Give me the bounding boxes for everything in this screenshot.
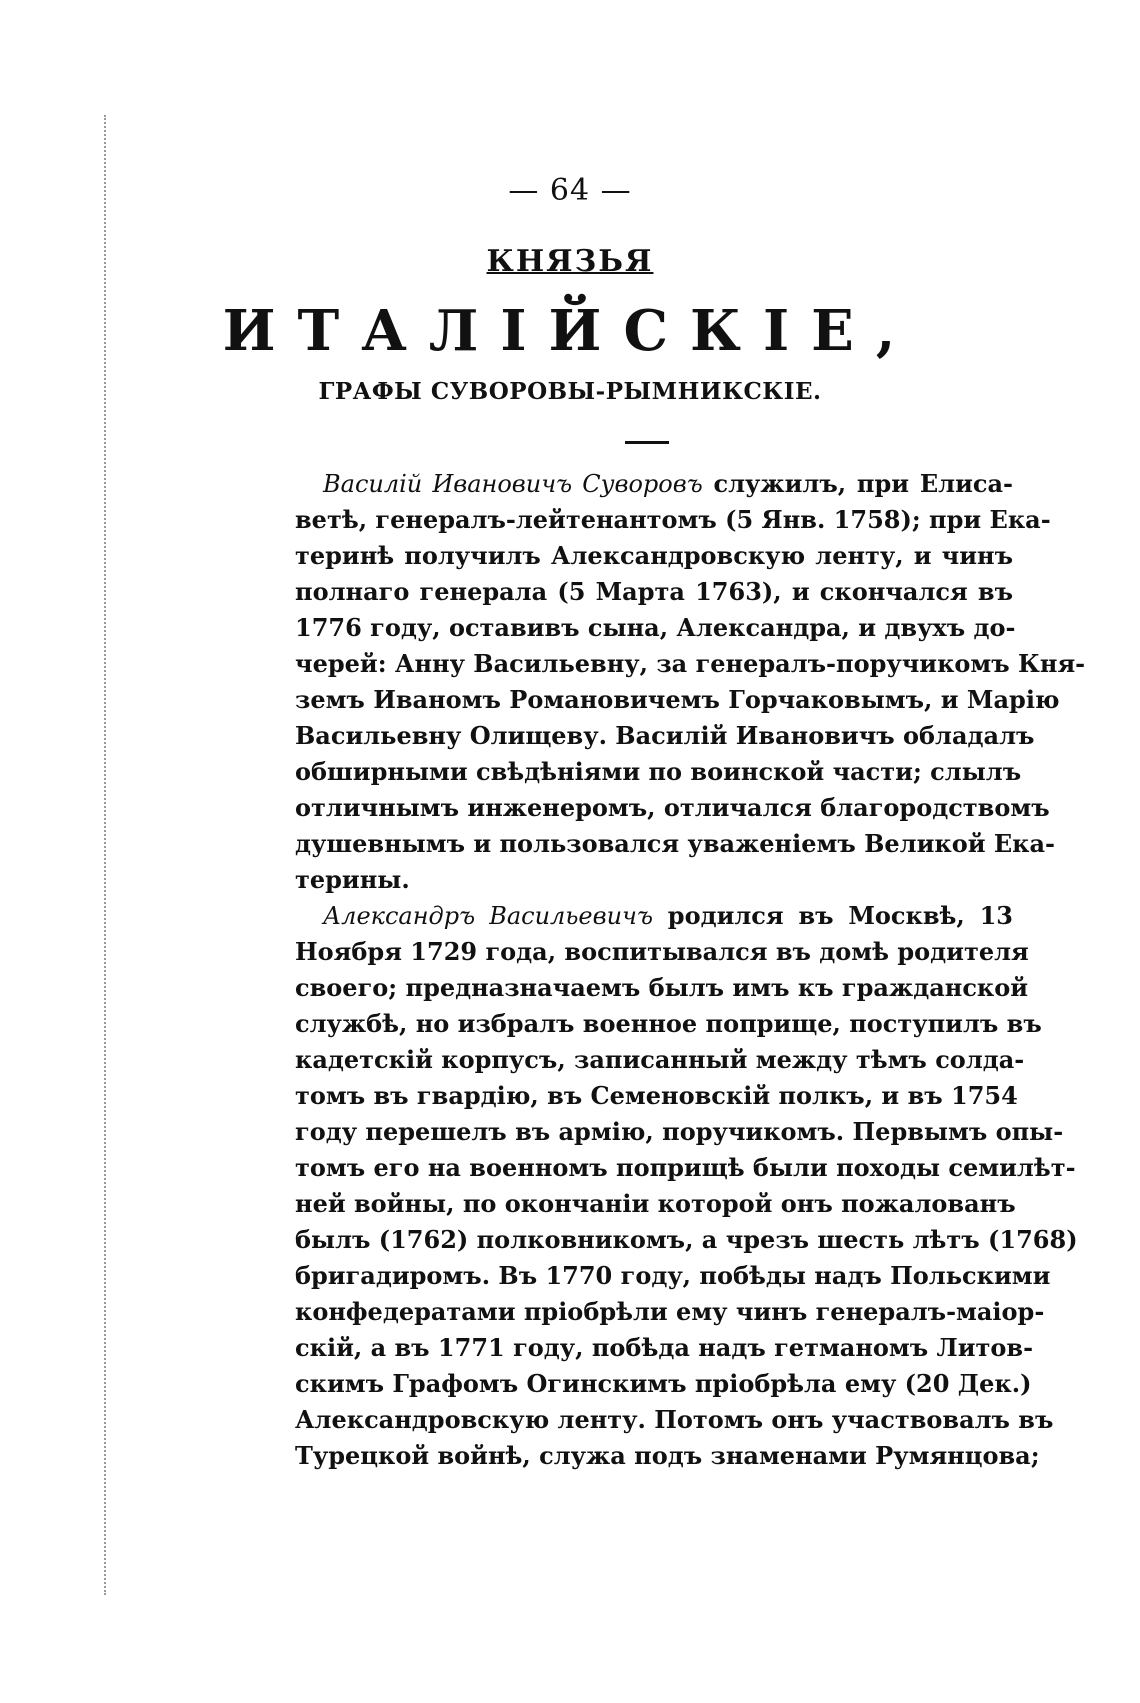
text-line: Ноября 1729 года, воспитывался въ домѣ родителя [295, 937, 1029, 966]
text-line: отличнымъ инженеромъ, отличался благородствомъ [295, 793, 1050, 822]
text-line: томъ его на военномъ поприщѣ были походы семилѣт- [295, 1153, 1076, 1182]
person-name: Александръ Васильевичъ [323, 902, 653, 930]
heading-main: ИТАЛІЙСКІЕ, [222, 298, 918, 364]
text-line: полнаго генерала (5 Марта 1763), и скончался въ [295, 577, 1013, 606]
text-line: земъ Иваномъ Романовичемъ Горчаковымъ, и Марію [295, 685, 1060, 714]
text-line: Турецкой войнѣ, служа подъ знаменами Румянцова; [295, 1441, 1040, 1470]
body-text [295, 466, 1086, 1474]
text-line: Александръ Васильевичъ родился въ Москвѣ, 13 [323, 901, 1014, 930]
text-line: терины. [295, 865, 410, 894]
text-line: Васильевну Олищеву. Василій Ивановичъ обладалъ [295, 721, 1035, 750]
text-line: теринѣ получилъ Александровскую ленту, и чинъ [295, 541, 1013, 570]
text-line: своего; предназначаемъ былъ имъ къ гражданской [295, 973, 1029, 1002]
text-line: службѣ, но избралъ военное поприще, поступилъ въ [295, 1009, 1042, 1038]
text-line: ветѣ, генералъ-лейтенантомъ (5 Янв. 1758); при Ека- [295, 505, 1051, 534]
text-line: томъ въ гвардію, въ Семеновскій полкъ, и въ 1754 [295, 1081, 1018, 1110]
text-line: Василій Ивановичъ Суворовъ служилъ, при Елиса- [323, 469, 1014, 498]
text-line: ней войны, по окончаніи которой онъ пожалованъ [295, 1189, 1016, 1218]
heading-sub: ГРАФЫ СУВОРОВЫ-РЫМНИКСКІЕ. [318, 378, 822, 405]
text-line: былъ (1762) полковникомъ, а чрезъ шесть лѣтъ (1768) [295, 1225, 1078, 1254]
page-number: — 64 — [508, 173, 632, 208]
text-line: году перешелъ въ армію, поручикомъ. Первымъ опы- [295, 1117, 1064, 1146]
text-line: 1776 году, оставивъ сына, Александра, и двухъ до- [295, 613, 1016, 642]
text-line: скимъ Графомъ Огинскимъ пріобрѣла ему (20 Дек.) [295, 1369, 1032, 1398]
text-line: кадетскій корпусъ, записанный между тѣмъ солда- [295, 1045, 1025, 1074]
text-line: черей: Анну Васильевну, за генералъ-поручикомъ Кня- [295, 649, 1086, 678]
person-name: Василій Ивановичъ Суворовъ [323, 470, 703, 498]
text-line: Александровскую ленту. Потомъ онъ участвовалъ въ [295, 1405, 1054, 1434]
text-line: скій, а въ 1771 году, побѣда надъ гетманомъ Литов- [295, 1333, 1034, 1362]
section-rule [625, 441, 669, 444]
text-line: конфедератами пріобрѣли ему чинъ генералъ-маіор- [295, 1297, 1045, 1326]
heading-small: КНЯЗЬЯ [486, 244, 654, 279]
text-line: бригадиромъ. Въ 1770 году, побѣды надъ Польскими [295, 1261, 1051, 1290]
text-line: обширными свѣдѣніями по воинской части; слылъ [295, 757, 1022, 786]
text-line: душевнымъ и пользовался уваженіемъ Великой Ека- [295, 829, 1056, 858]
